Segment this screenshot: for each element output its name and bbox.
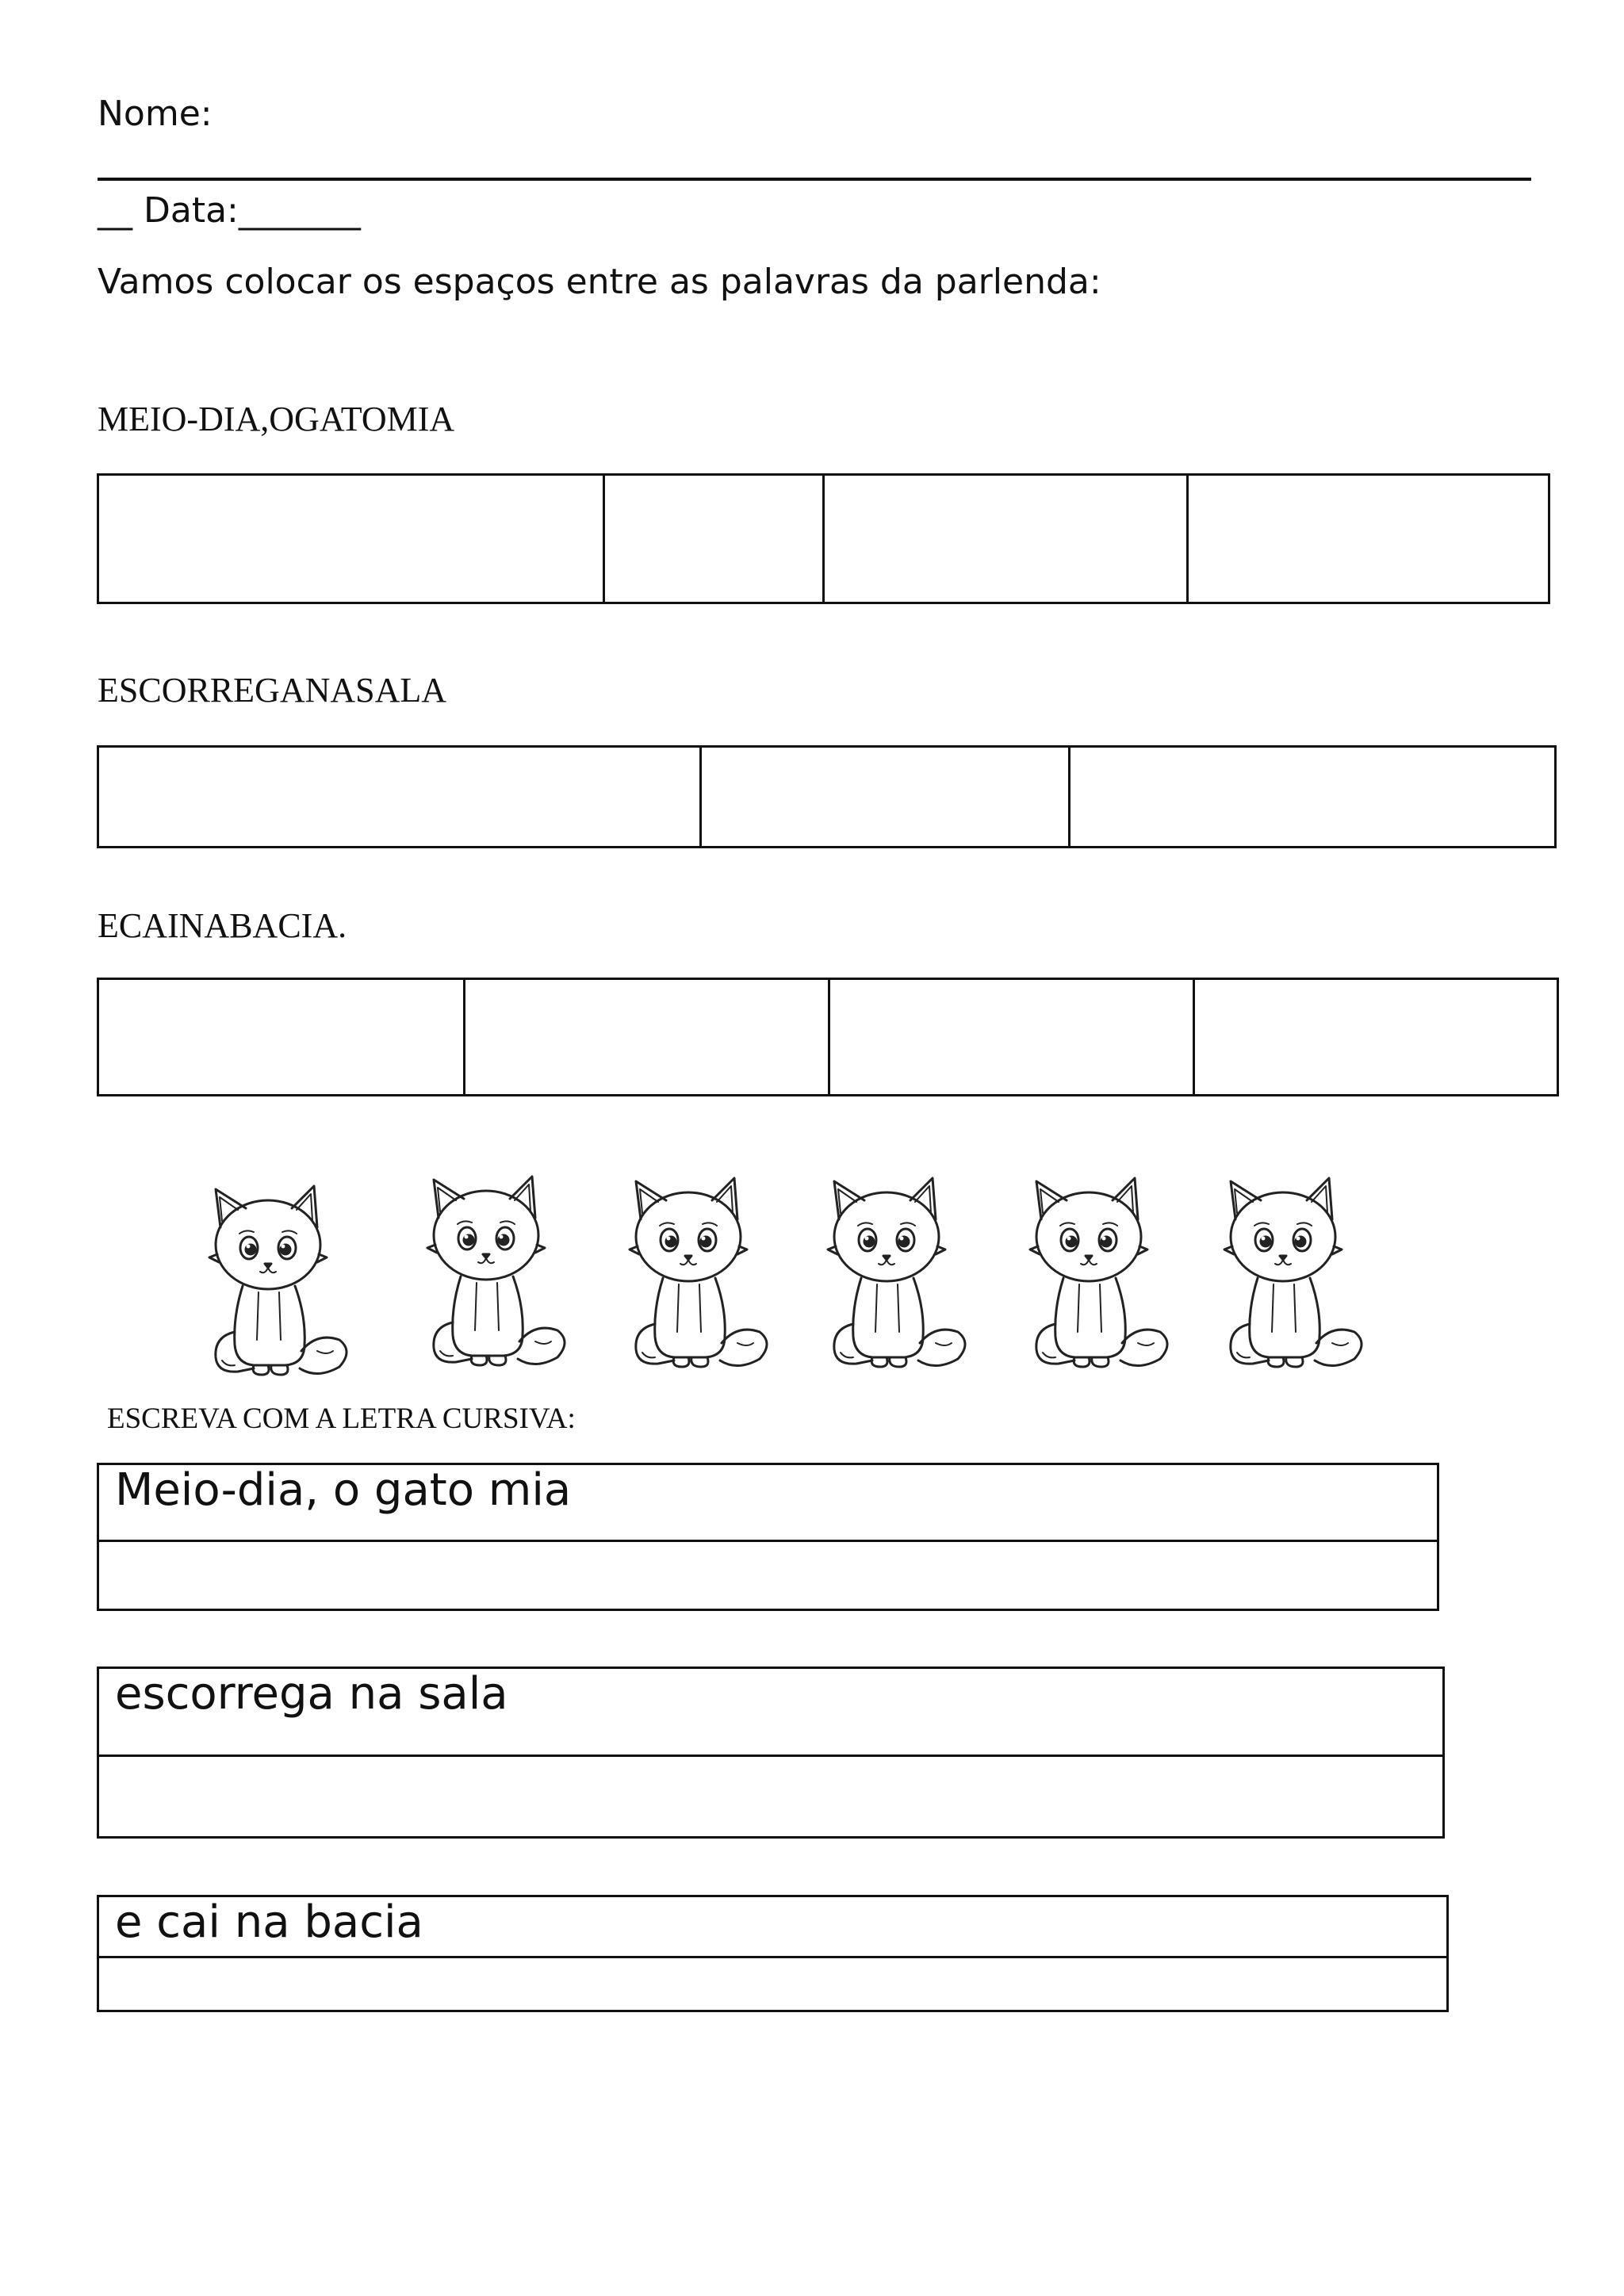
word-box[interactable] xyxy=(829,979,1194,1096)
sentence-2-joined-text: ESCORREGANASALA xyxy=(98,671,447,710)
kitten-icon xyxy=(1224,1178,1362,1367)
phrase-3-model: e cai na bacia xyxy=(98,1896,1448,1957)
phrase-2-model: escorrega na sala xyxy=(98,1668,1444,1756)
cursive-exercise-heading: ESCREVA COM A LETRA CURSIVA: xyxy=(107,1402,576,1435)
phrase-1-writing-line[interactable] xyxy=(98,1541,1438,1610)
word-box[interactable] xyxy=(98,747,701,848)
phrase-3-writing-line[interactable] xyxy=(98,1957,1448,2011)
name-answer-line xyxy=(98,178,1531,181)
sentence-1-joined-text: MEIO-DIA,OGATOMIA xyxy=(98,400,455,438)
cursive-box-2 xyxy=(97,1667,1445,1839)
phrase-1-model: Meio-dia, o gato mia xyxy=(98,1464,1438,1541)
kitten-icon xyxy=(1030,1178,1167,1367)
sentence-2-word-boxes xyxy=(97,745,1557,848)
date-label: __ Data:_______ xyxy=(98,190,361,231)
instruction-text: Vamos colocar os espaços entre as palavras da parlenda: xyxy=(98,262,1101,302)
kitten-icon xyxy=(209,1186,347,1375)
kitten-icon xyxy=(630,1178,767,1367)
kitten-icon xyxy=(427,1177,565,1365)
name-label: Nome: xyxy=(98,94,213,134)
sentence-3-word-boxes xyxy=(97,978,1559,1096)
word-box[interactable] xyxy=(824,475,1188,603)
kitten-icon xyxy=(828,1178,965,1367)
cursive-box-1 xyxy=(97,1463,1439,1611)
cursive-box-3 xyxy=(97,1895,1449,2012)
sentence-1-word-boxes xyxy=(97,473,1550,604)
sentence-3-joined-text: ECAINABACIA. xyxy=(98,906,347,945)
word-box[interactable] xyxy=(98,475,604,603)
word-box[interactable] xyxy=(1070,747,1556,848)
word-box[interactable] xyxy=(604,475,824,603)
word-box[interactable] xyxy=(701,747,1070,848)
word-box[interactable] xyxy=(1194,979,1558,1096)
word-box[interactable] xyxy=(465,979,829,1096)
phrase-2-writing-line[interactable] xyxy=(98,1756,1444,1838)
word-box[interactable] xyxy=(1188,475,1549,603)
kittens-illustration xyxy=(182,1165,1419,1380)
word-box[interactable] xyxy=(98,979,465,1096)
